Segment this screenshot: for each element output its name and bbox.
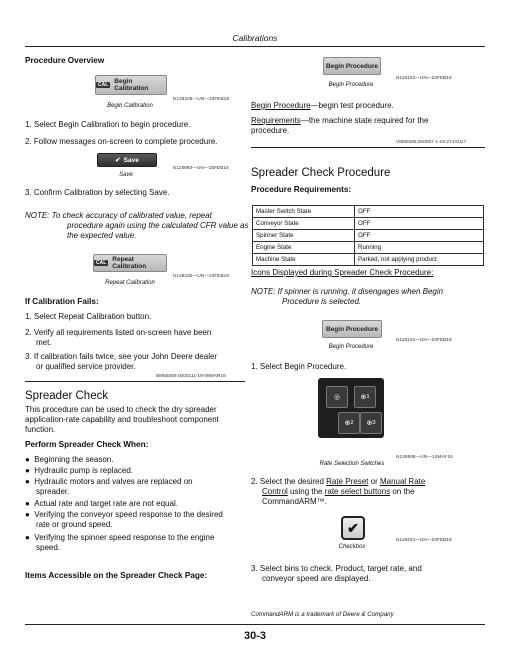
fail-step-3-cont: or qualified service provider.	[36, 362, 136, 371]
perform-check-heading: Perform Spreader Check When:	[25, 440, 149, 449]
note-line-1: NOTE: If spinner is running, it disengages when Begin	[251, 287, 444, 296]
trademark-note: CommandARM is a trademark of Deere & Company	[251, 611, 394, 618]
figure-tag: N118102—UN—23FEB18	[396, 76, 452, 81]
figure-caption: Checkbox	[338, 544, 366, 550]
icons-displayed-heading: Icons Displayed during Spreader Check Procedure:	[251, 268, 434, 277]
checkmark-icon: ✔	[115, 157, 121, 164]
note-line-2: procedure again using the calculated CFR value as	[67, 221, 249, 230]
figure-tag: N128225—UN—23FEB18	[173, 274, 229, 279]
table-row: Spinner State OFF	[253, 230, 484, 242]
figure-tag: N118434—UN—23FEB18	[396, 538, 452, 543]
spreader-check-heading: Spreader Check	[25, 390, 109, 402]
procedure-overview-heading: Procedure Overview	[25, 56, 105, 65]
begin-calibration-label: Begin Calibration	[114, 78, 149, 92]
doc-reference: BM55059,0000111-19-09MAR18	[156, 374, 226, 379]
step-2: 2. Follow messages on-screen to complete procedure.	[25, 137, 218, 146]
fail-step-2-cont: met.	[36, 338, 52, 347]
requirements-def: Requirements—the machine state required for the	[251, 116, 429, 125]
repeat-calibration-button-image	[93, 254, 167, 272]
doc-reference: VM80365,000007 1-19-27JAN17	[396, 140, 467, 145]
step-3: 3. Confirm Calibration by selecting Save.	[25, 188, 170, 197]
bullet-cont: rate or ground speed.	[36, 520, 113, 529]
procedure-requirements-heading: Procedure Requirements:	[251, 185, 352, 194]
figure-caption: Rate Selection Switches	[319, 461, 385, 467]
begin-procedure-def: Begin Procedure—begin test procedure.	[251, 101, 394, 110]
spreader-check-procedure-heading: Spreader Check Procedure	[251, 167, 391, 179]
begin-procedure-button-image: Begin Procedure	[323, 57, 381, 75]
figure-tag: N128225—UN—23FEB18	[173, 97, 229, 102]
table-row: Conveyor State OFF	[253, 218, 484, 230]
items-accessible-heading: Items Accessible on the Spreader Check Page:	[25, 571, 208, 580]
fail-step-2: 2. Verify all requirements listed on-screen have been	[25, 328, 212, 337]
fail-step-3: 3. If calibration fails twice, see your John Deere dealer	[25, 352, 218, 361]
bullet-icon: ●	[25, 533, 30, 542]
figure-caption: Begin Calibration	[107, 103, 153, 109]
save-label: Save	[123, 156, 139, 164]
cal-icon: CAL	[96, 260, 107, 266]
bullet-item: ● Verifying the spinner speed response to the engine	[25, 533, 215, 542]
bullet-cont: speed.	[36, 543, 61, 552]
bullet-icon: ●	[25, 455, 30, 464]
right-step-1: 1. Select Begin Procedure.	[251, 362, 347, 371]
begin-procedure-button-image: Begin Procedure	[322, 320, 382, 338]
bullet-icon: ●	[25, 477, 30, 486]
repeat-calibration-label: Repeat Calibration	[112, 256, 147, 270]
bullet-icon: ●	[25, 499, 30, 508]
rate-switch-2-icon: ⊕ 2	[338, 412, 360, 434]
right-step-3-cont: conveyor speed are displayed.	[262, 574, 371, 583]
section-rule	[251, 147, 485, 148]
figure-caption: Repeat Calibration	[105, 280, 155, 286]
bullet-icon: ●	[25, 466, 30, 475]
figure-tag: N118102—UN—23FEB18	[396, 338, 452, 343]
if-calibration-fails-heading: If Calibration Fails:	[25, 297, 99, 306]
figure-caption: Save	[119, 172, 133, 178]
bullet-item: ● Actual rate and target rate are not equal.	[25, 499, 178, 508]
figure-caption: Begin Procedure	[328, 344, 374, 350]
running-header: Calibrations	[232, 33, 278, 43]
note-line-2: Procedure is selected.	[282, 297, 362, 306]
note-line-1: NOTE: To check accuracy of calibrated value, repeat	[25, 211, 212, 220]
sc-para-1: This procedure can be used to check the dry spreader	[25, 405, 217, 414]
sc-para-3: function.	[25, 425, 56, 434]
header-rule	[25, 46, 485, 47]
bullet-item: ● Hydraulic motors and valves are replaced on	[25, 477, 193, 486]
bullet-cont: spreader.	[36, 487, 70, 496]
spinner-toggle-icon: ◎	[326, 386, 348, 408]
figure-caption: Begin Procedure	[328, 82, 374, 88]
page-number: 30-3	[243, 630, 267, 642]
requirements-def-cont: procedure.	[251, 126, 290, 135]
right-step-2-cont: CommandARM™.	[262, 497, 327, 506]
bullet-item: ● Hydraulic pump is replaced.	[25, 466, 134, 475]
table-row: Machine State Parked, not applying product	[253, 254, 484, 266]
note-line-3: the expected value.	[67, 231, 137, 240]
rate-switch-1-icon: ⊕ 1	[354, 386, 376, 408]
right-step-2-cont: Control using the rate select buttons on the	[262, 487, 415, 496]
save-button-image	[97, 153, 157, 167]
rate-switch-3-icon: ⊕ 3	[360, 412, 382, 434]
cal-icon: CAL	[98, 82, 109, 88]
right-step-2: 2. Select the desired Rate Preset or Manual Rate	[251, 477, 426, 486]
sc-para-2: application-rate capability and troubleshoot component	[25, 415, 219, 424]
begin-calibration-button-image	[95, 75, 167, 95]
requirements-table	[252, 205, 484, 266]
figure-tag: N126598—UN—12MAY16	[396, 455, 453, 460]
bullet-item: ● Verifying the conveyor speed response to the desired	[25, 510, 223, 519]
figure-tag: N118993—UN—15FEB18	[173, 166, 229, 171]
bullet-item: ● Beginning the season.	[25, 455, 114, 464]
table-row: Master Switch State OFF	[253, 206, 484, 218]
fail-step-1: 1. Select Repeat Calibration button.	[25, 312, 152, 321]
section-rule	[25, 381, 245, 382]
bullet-icon: ●	[25, 510, 30, 519]
table-row: Engine State Running	[253, 242, 484, 254]
checkbox-icon: ✔	[341, 516, 365, 540]
right-step-3: 3. Select bins to check. Product, target rate, and	[251, 564, 422, 573]
footer-rule	[25, 624, 485, 625]
rate-selection-switches-image	[318, 378, 384, 438]
step-1: 1. Select Begin Calibration to begin procedure.	[25, 120, 191, 129]
